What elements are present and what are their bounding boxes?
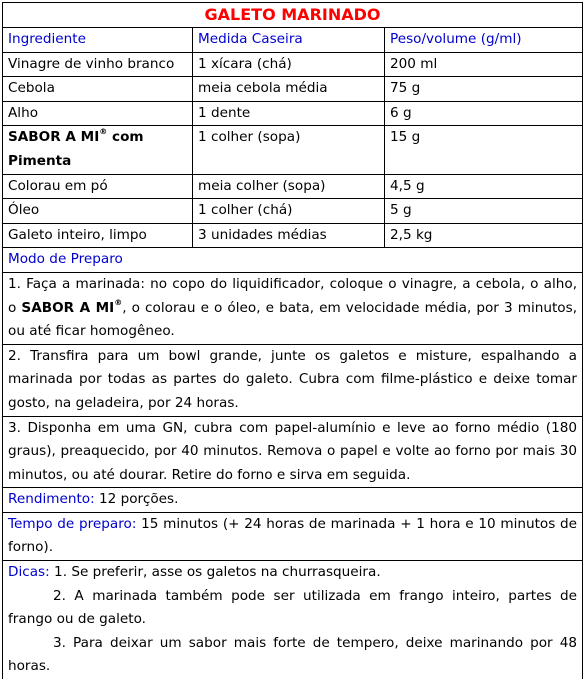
table-row [3, 126, 583, 174]
ingredient-cell: Cebola [3, 77, 193, 102]
table-row [3, 77, 583, 102]
ingredient-cell: Óleo [3, 199, 193, 224]
step1-text-b: , o colorau e o óleo, e bata, em velocidade média, por 3 minutos, ou até ficar homogêneo. [8, 299, 578, 340]
rendimento-row [3, 488, 583, 513]
measure-cell: 1 colher (chá) [193, 199, 385, 224]
preparo-step-row [3, 416, 583, 488]
measure-cell: 1 colher (sopa) [193, 126, 385, 174]
weight-cell: 15 g [385, 126, 583, 174]
table-row [3, 199, 583, 224]
preparo-step-2: 2. Transfira para um bowl grande, junte os galetos e misture, espalhando a marinada por todas as partes do galeto. Cubra com filme-plástico e deixe tomar gosto, na geladeira, por 24 horas. [3, 344, 583, 416]
tempo-label: Tempo de preparo: [8, 515, 137, 532]
brand-name: SABOR A MI [8, 129, 100, 146]
weight-cell: 6 g [385, 101, 583, 126]
weight-cell: 2,5 kg [385, 223, 583, 248]
preparo-step-row [3, 344, 583, 416]
measure-cell: meia cebola média [193, 77, 385, 102]
weight-cell: 200 ml [385, 52, 583, 77]
tempo-cell [3, 512, 583, 560]
dica-2: 2. A marinada também pode ser utilizada em frango inteiro, partes de frango ou de galeto. [8, 587, 578, 628]
measure-cell: 3 unidades médias [193, 223, 385, 248]
ingredient-rest: com Pimenta [8, 129, 144, 169]
weight-cell: 5 g [385, 199, 583, 224]
tempo-value: 15 minutos (+ 24 horas de marinada + 1 hora e 10 minutos de forno). [8, 515, 578, 556]
dica-3: 3. Para deixar um sabor mais forte de tempero, deixe marinando por 48 horas. [8, 634, 578, 675]
brand-name: SABOR A MI [21, 299, 115, 316]
recipe-title: GALETO MARINADO [3, 3, 583, 28]
table-row [3, 223, 583, 248]
ingredient-cell: Galeto inteiro, limpo [3, 223, 193, 248]
ingredient-cell: Alho [3, 101, 193, 126]
ingredient-cell: Colorau em pó [3, 174, 193, 199]
preparo-label: Modo de Preparo [3, 248, 583, 273]
tempo-row [3, 512, 583, 560]
header-ingrediente: Ingrediente [3, 28, 193, 53]
registered-mark: ® [99, 127, 108, 137]
header-row [3, 28, 583, 53]
table-row [3, 174, 583, 199]
measure-cell: 1 xícara (chá) [193, 52, 385, 77]
rendimento-value: 12 porções. [94, 491, 179, 508]
weight-cell: 75 g [385, 77, 583, 102]
preparo-step-1 [3, 272, 583, 344]
title-row [3, 3, 583, 28]
preparo-header-row [3, 248, 583, 273]
table-row [3, 52, 583, 77]
header-medida: Medida Caseira [193, 28, 385, 53]
dicas-row [3, 561, 583, 679]
weight-cell: 4,5 g [385, 174, 583, 199]
header-peso: Peso/volume (g/ml) [385, 28, 583, 53]
dica-1 [8, 561, 577, 585]
dicas-label: Dicas: [8, 564, 50, 581]
rendimento-label: Rendimento: [8, 491, 95, 508]
registered-mark: ® [114, 297, 123, 307]
ingredient-cell: Vinagre de vinho branco [3, 52, 193, 77]
preparo-step-row [3, 272, 583, 344]
ingredient-cell [3, 126, 193, 174]
rendimento-cell [3, 488, 583, 513]
measure-cell: meia colher (sopa) [193, 174, 385, 199]
preparo-step-3: 3. Disponha em uma GN, cubra com papel-alumínio e leve ao forno médio (180 graus), preaquecido, por 40 minutos. Remova o papel e volte ao forno por mais 30 minutos, ou até dourar. Retire do forno e sirva em seguida. [3, 416, 583, 488]
table-row [3, 101, 583, 126]
measure-cell: 1 dente [193, 101, 385, 126]
dica-1-text: 1. Se preferir, asse os galetos na churrasqueira. [49, 564, 381, 581]
recipe-table [2, 2, 583, 679]
dicas-cell [3, 561, 583, 679]
step1-text-a: 1. Faça a marinada: no copo do liquidificador, coloque o vinagre, a cebola, o alho, o [8, 275, 578, 316]
